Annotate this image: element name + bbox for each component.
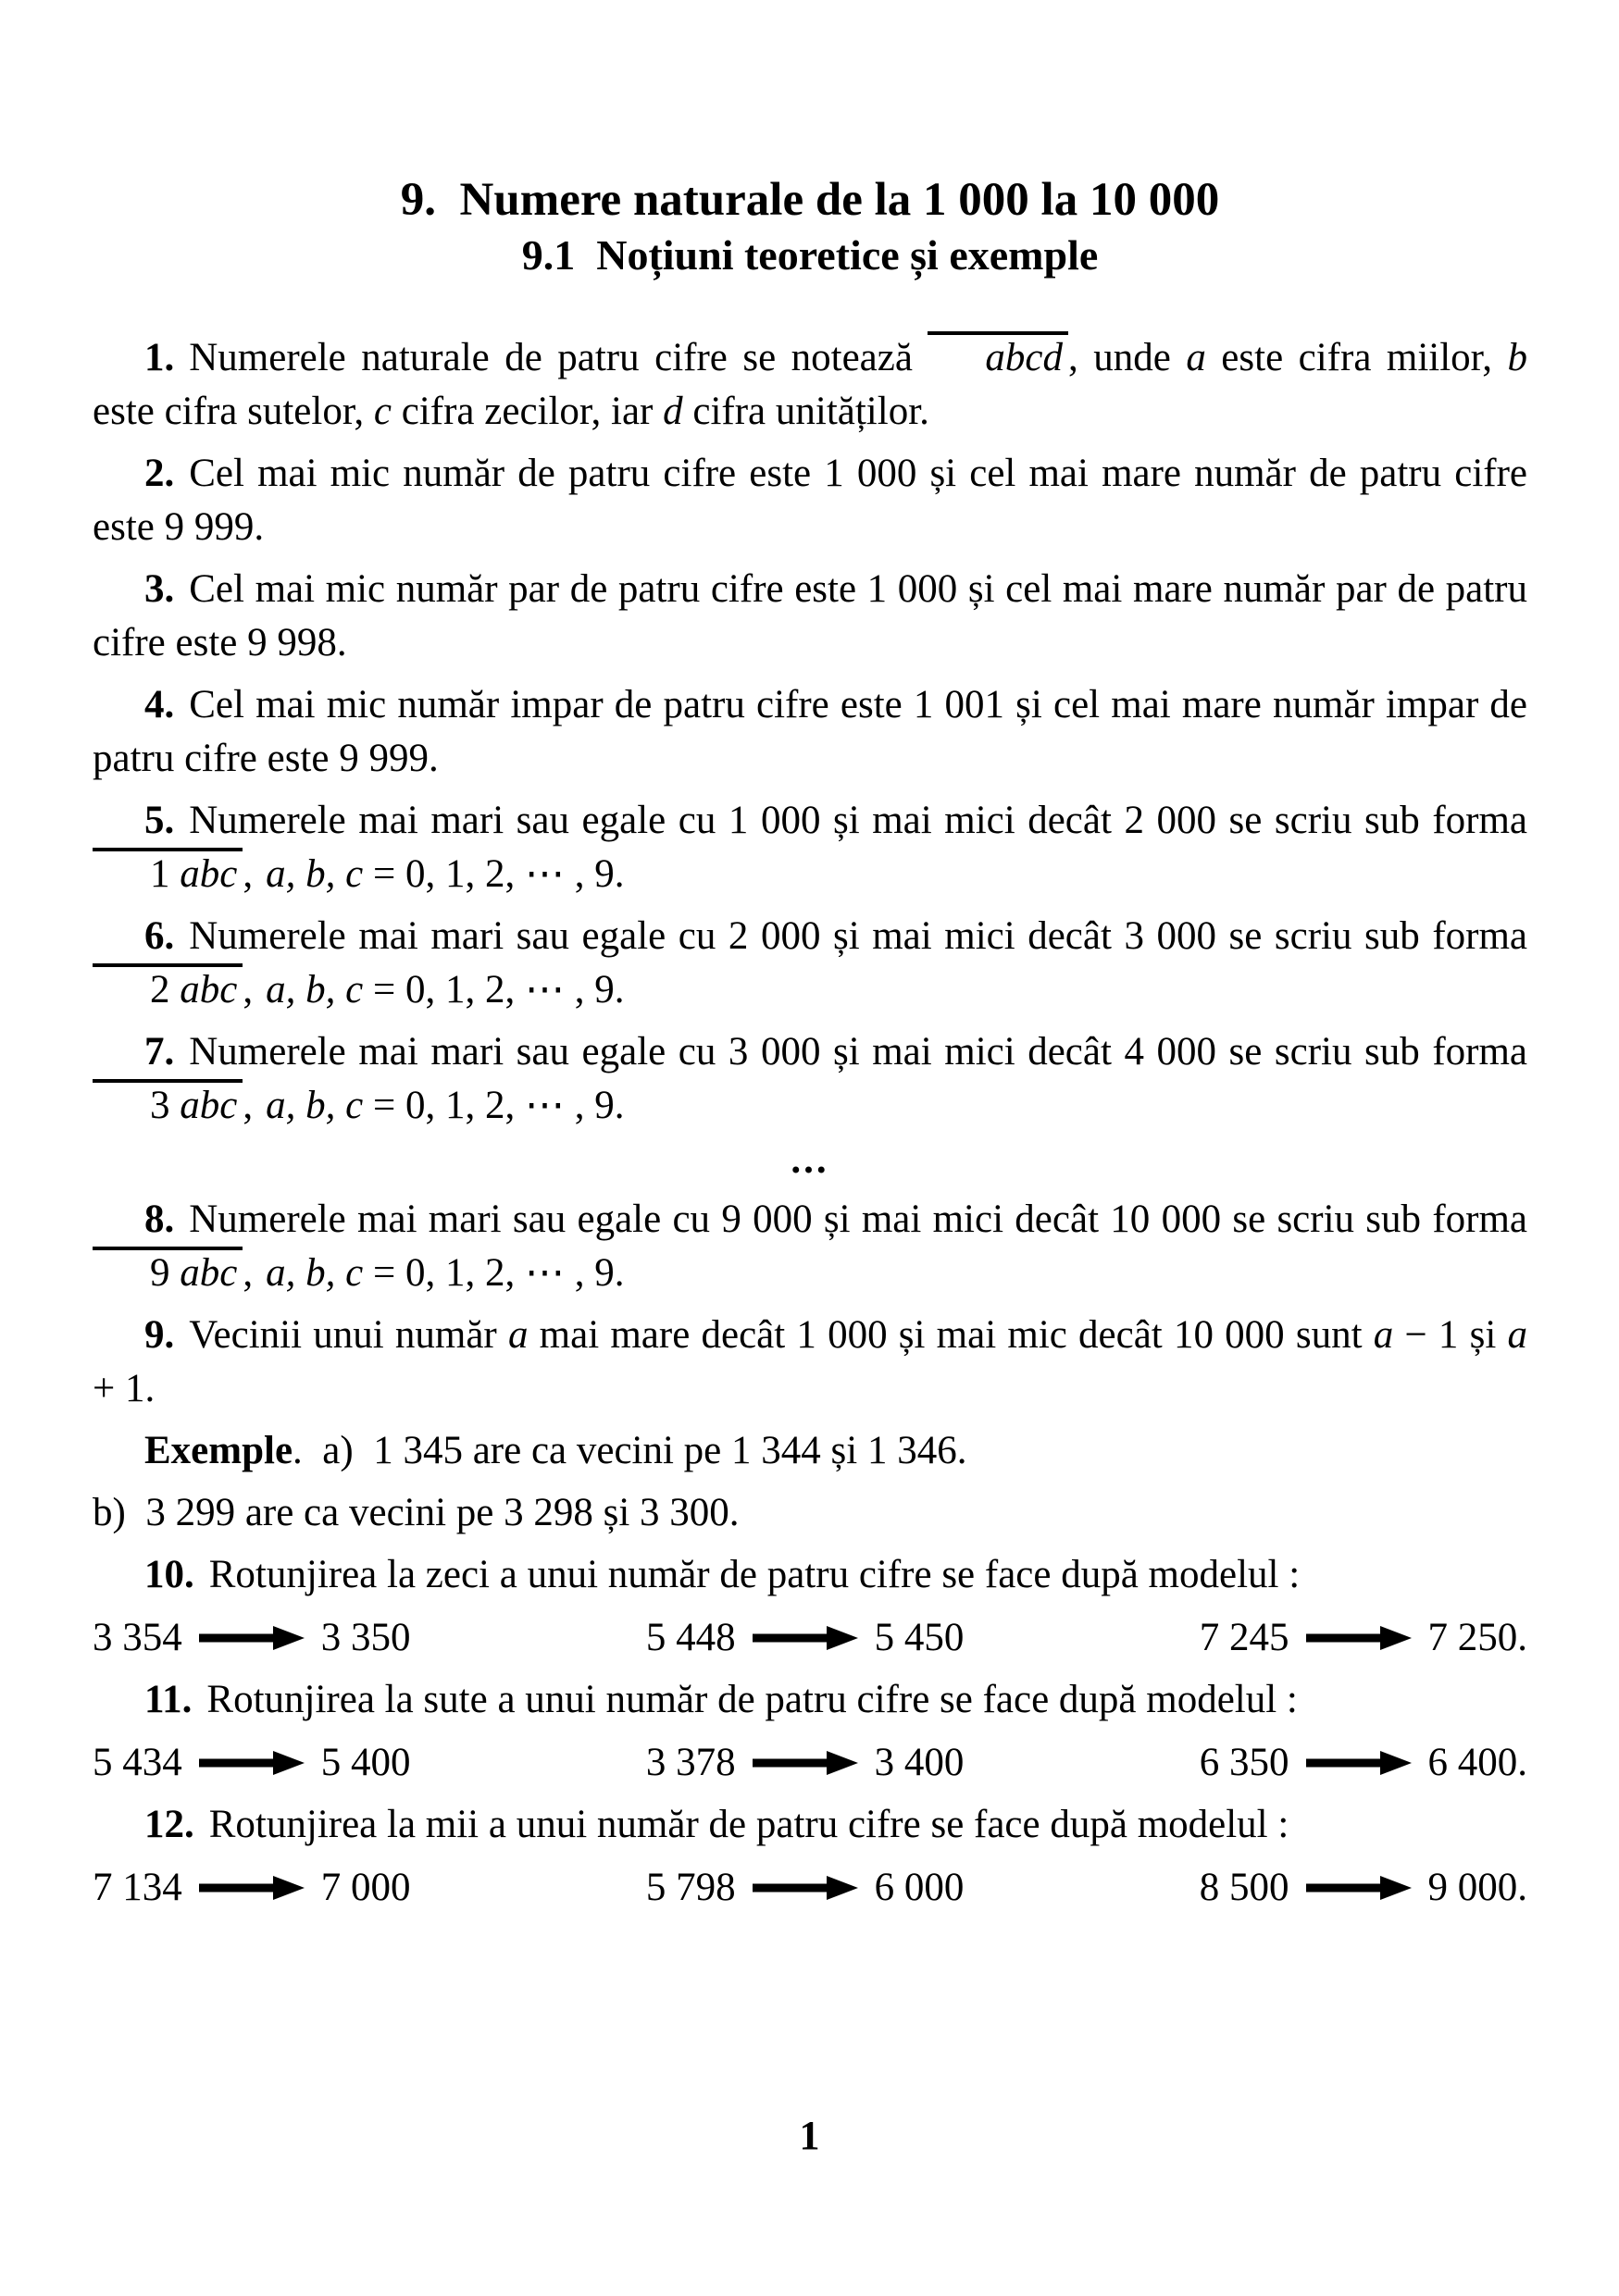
overline-formula-9abc xyxy=(93,1247,243,1295)
formula-digit: 9 xyxy=(150,1250,181,1295)
overline-formula-3abc xyxy=(93,1079,243,1127)
text-segment: este cifra sutelor, xyxy=(93,389,374,433)
example-line-b xyxy=(93,1486,1527,1540)
text-segment: Cel mai mic număr par de patru cifre este 1 000 și cel mai mare număr par de patru cifre este 9 998. xyxy=(93,566,1527,664)
math-var-a: a xyxy=(507,1312,529,1357)
right-arrow-icon xyxy=(197,1749,306,1777)
right-arrow-icon xyxy=(751,1749,860,1777)
rounding-from: 5 798 xyxy=(645,1865,736,1909)
text-segment: Rotunjirea la sute a unui număr de patru cifre se face după modelul : xyxy=(206,1677,1298,1721)
page-subtitle: 9.1 Noțiuni teoretice și exemple xyxy=(521,231,1099,279)
math-var-a: a xyxy=(1507,1312,1527,1357)
page-number: 1 xyxy=(799,2113,820,2158)
text-segment: Rotunjirea la mii a unui număr de patru cifre se face după modelul : xyxy=(208,1802,1289,1846)
text-segment: + 1. xyxy=(93,1366,156,1410)
text-segment: Numerele mai mari sau egale cu 3 000 și mai mici decât 4 000 se scriu sub forma xyxy=(189,1029,1527,1074)
formula-vars: a, b, c xyxy=(266,851,364,896)
item-2 xyxy=(93,447,1527,554)
rounding-to: 6 400. xyxy=(1427,1740,1527,1784)
rounding-row-hundreds xyxy=(93,1736,1527,1790)
rounding-pair xyxy=(1200,1611,1527,1665)
text-segment: − 1 și xyxy=(1393,1312,1508,1357)
item-4 xyxy=(93,678,1527,786)
item-5 xyxy=(93,794,1527,901)
text-segment: mai mare decât 1 000 și mai mic decât 10 000 sunt xyxy=(528,1312,1374,1357)
formula-letters: abc xyxy=(180,967,238,1011)
rounding-from: 5 434 xyxy=(93,1740,182,1784)
page-content xyxy=(93,0,1527,1915)
text-segment: Numerele mai mari sau egale cu 2 000 și mai mici decât 3 000 se scriu sub forma xyxy=(189,913,1527,958)
item-4-number: 4. xyxy=(144,682,175,726)
ellipsis-divider: ... xyxy=(791,1137,829,1182)
item-11 xyxy=(93,1673,1527,1727)
text-segment: Vecinii unui număr xyxy=(189,1312,508,1357)
rounding-to: 5 400 xyxy=(320,1740,411,1784)
text-segment: Cel mai mic număr impar de patru cifre este 1 001 și cel mai mare număr impar de patru cifre este 9 999. xyxy=(93,682,1527,780)
text-segment: , xyxy=(243,851,254,896)
rounding-pair xyxy=(93,1611,411,1665)
rounding-pair xyxy=(1200,1736,1527,1790)
item-7-number: 7. xyxy=(144,1029,175,1074)
text-segment: = 0, 1, 2, ⋯ , 9. xyxy=(363,1250,625,1295)
item-11-number: 11. xyxy=(144,1677,193,1721)
item-12-number: 12. xyxy=(144,1802,194,1846)
rounding-from: 3 354 xyxy=(93,1615,182,1659)
right-arrow-icon xyxy=(197,1874,306,1902)
text-segment: este cifra miilor, xyxy=(1205,335,1508,379)
text-segment: = 0, 1, 2, ⋯ , 9. xyxy=(363,1083,625,1127)
text-segment: cifra unităților. xyxy=(682,389,929,433)
rounding-pair xyxy=(93,1861,411,1915)
rounding-pair xyxy=(646,1736,965,1790)
example-label: Exemple xyxy=(144,1428,293,1472)
math-var-c: c xyxy=(373,389,392,433)
text-segment: Rotunjirea la zeci a unui număr de patru cifre se face după modelul : xyxy=(208,1552,1301,1596)
item-1 xyxy=(93,331,1527,439)
item-12 xyxy=(93,1798,1527,1852)
item-7 xyxy=(93,1025,1527,1133)
item-3 xyxy=(93,563,1527,670)
item-5-number: 5. xyxy=(144,798,175,842)
rounding-to: 9 000. xyxy=(1427,1865,1527,1909)
rounding-to: 3 350 xyxy=(320,1615,411,1659)
formula-digit: 1 xyxy=(150,851,181,896)
math-var-b: b xyxy=(1507,335,1527,379)
text-segment: = 0, 1, 2, ⋯ , 9. xyxy=(363,967,625,1011)
formula-vars: a, b, c xyxy=(266,967,364,1011)
right-arrow-icon xyxy=(197,1624,306,1652)
rounding-pair xyxy=(93,1736,411,1790)
rounding-pair xyxy=(1200,1861,1527,1915)
text-segment: , xyxy=(243,1250,254,1295)
rounding-row-thousands xyxy=(93,1861,1527,1915)
formula-vars: a, b, c xyxy=(266,1250,364,1295)
text-segment: , xyxy=(243,967,254,1011)
item-2-number: 2. xyxy=(144,451,175,495)
overline-formula-1abc xyxy=(93,848,243,896)
item-3-number: 3. xyxy=(144,566,175,611)
item-10-number: 10. xyxy=(144,1552,194,1596)
item-8 xyxy=(93,1193,1527,1300)
rounding-to: 7 250. xyxy=(1427,1615,1527,1659)
item-9-number: 9. xyxy=(144,1312,175,1357)
overline-formula-2abc xyxy=(93,963,243,1011)
formula-digit: 3 xyxy=(150,1083,181,1127)
formula-digit: 2 xyxy=(150,967,181,1011)
formula-letters: abc xyxy=(180,1083,238,1127)
text-segment: , xyxy=(243,1083,254,1127)
formula-letters: abc xyxy=(180,1250,238,1295)
rounding-to: 6 000 xyxy=(874,1865,965,1909)
right-arrow-icon xyxy=(1304,1749,1414,1777)
example-line-a xyxy=(93,1424,1527,1478)
right-arrow-icon xyxy=(1304,1874,1414,1902)
text-segment: . a) 1 345 are ca vecini pe 1 344 și 1 346. xyxy=(293,1428,967,1472)
rounding-from: 7 134 xyxy=(93,1865,182,1909)
rounding-pair xyxy=(646,1861,965,1915)
rounding-row-tens xyxy=(93,1611,1527,1665)
item-6-number: 6. xyxy=(144,913,175,958)
rounding-from: 5 448 xyxy=(645,1615,736,1659)
formula-letters: abc xyxy=(180,851,238,896)
body-text xyxy=(93,331,1527,1915)
rounding-from: 6 350 xyxy=(1199,1740,1289,1784)
right-arrow-icon xyxy=(1304,1624,1414,1652)
rounding-to: 5 450 xyxy=(874,1615,965,1659)
text-segment: Numerele mai mari sau egale cu 9 000 și mai mici decât 10 000 se scriu sub forma xyxy=(189,1197,1527,1241)
item-10 xyxy=(93,1548,1527,1602)
math-var-a: a xyxy=(1186,335,1206,379)
overline-formula-abcd xyxy=(928,331,1068,379)
rounding-from: 7 245 xyxy=(1199,1615,1289,1659)
text-segment: , unde xyxy=(1068,335,1187,379)
rounding-to: 3 400 xyxy=(874,1740,965,1784)
page-title: 9. Numere naturale de la 1 000 la 10 000 xyxy=(400,174,1220,226)
text-segment: Cel mai mic număr de patru cifre este 1 000 și cel mai mare număr de patru cifre este 9 999. xyxy=(93,451,1527,549)
rounding-from: 3 378 xyxy=(645,1740,736,1784)
text-segment: Numerele naturale de patru cifre se notează xyxy=(189,335,928,379)
text-segment: = 0, 1, 2, ⋯ , 9. xyxy=(363,851,625,896)
text-segment: Numerele mai mari sau egale cu 1 000 și mai mici decât 2 000 se scriu sub forma xyxy=(189,798,1527,842)
item-8-number: 8. xyxy=(144,1197,175,1241)
text-segment: b) 3 299 are ca vecini pe 3 298 și 3 300. xyxy=(93,1490,740,1534)
rounding-to: 7 000 xyxy=(320,1865,411,1909)
formula-vars: a, b, c xyxy=(266,1083,364,1127)
text-segment: cifra zecilor, iar xyxy=(392,389,664,433)
math-var-a: a xyxy=(1373,1312,1394,1357)
rounding-from: 8 500 xyxy=(1199,1865,1289,1909)
right-arrow-icon xyxy=(751,1874,860,1902)
item-1-number: 1. xyxy=(144,335,175,379)
math-var-d: d xyxy=(663,389,683,433)
formula-letters: abcd xyxy=(985,335,1064,379)
item-6 xyxy=(93,910,1527,1017)
rounding-pair xyxy=(646,1611,965,1665)
right-arrow-icon xyxy=(751,1624,860,1652)
item-9 xyxy=(93,1309,1527,1416)
